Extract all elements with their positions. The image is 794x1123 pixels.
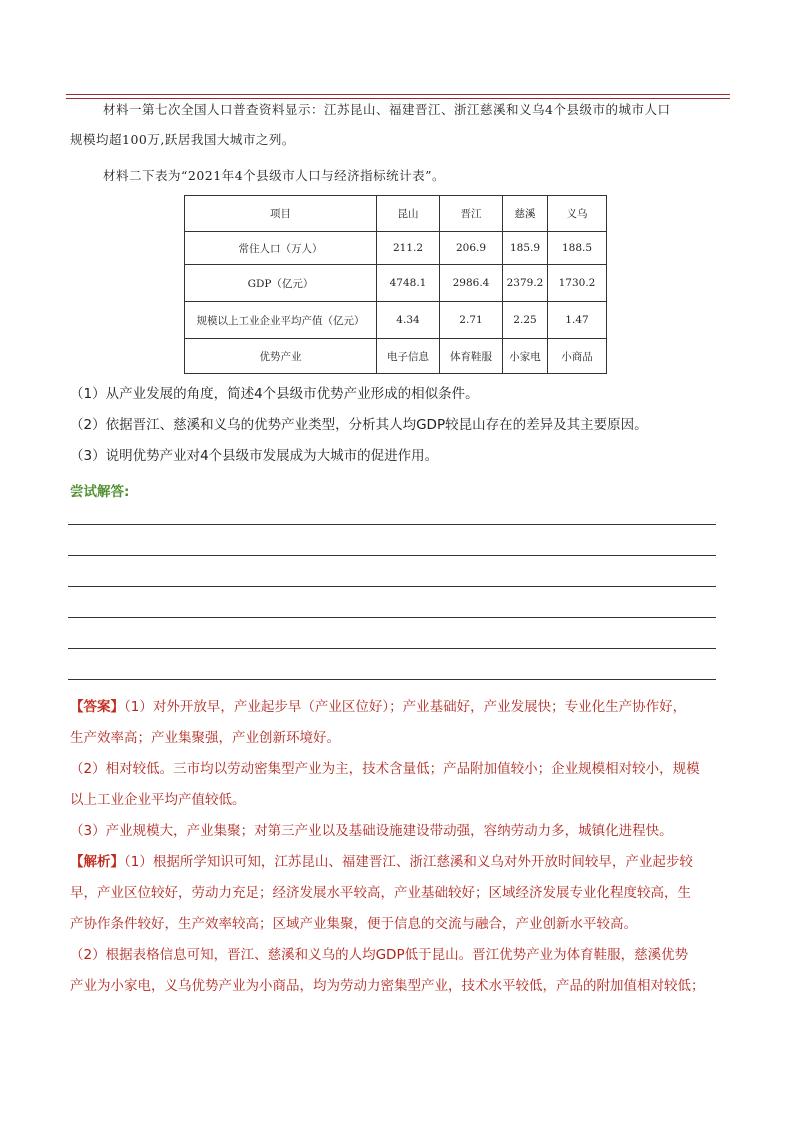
analysis-line-5: 产业为小家电，义乌优势产业为小商品，均为劳动力密集型产业，技术水平较低，产品的附加值相对较低； [70, 978, 705, 994]
answer-line [68, 617, 716, 618]
material2-intro: 材料二下表为“2021年4个县级市人口与经济指标统计表”。 [103, 168, 446, 183]
table-cell: 1.47 [548, 302, 607, 339]
answer-line [68, 586, 716, 587]
header-rule-thick [66, 94, 730, 95]
table-row [185, 265, 607, 302]
table-cell: 206.9 [440, 232, 503, 265]
table-cell: 体育鞋服 [440, 339, 503, 374]
answer-line [68, 648, 716, 649]
table-row [185, 339, 607, 374]
analysis-line-4: （2）根据表格信息可知，晋江、慈溪和义乌的人均GDP低于昆山。晋江优势产业为体育鞋服，慈溪优势 [70, 947, 689, 963]
table-header-cell: 项目 [185, 196, 377, 232]
table-header-cell: 慈溪 [503, 196, 548, 232]
table-header-cell: 昆山 [377, 196, 440, 232]
material1-line1: 材料一第七次全国人口普查资料显示：江苏昆山、福建晋江、浙江慈溪和义乌4个县级市的城市人口 [103, 102, 671, 117]
analysis-line-1 [70, 853, 693, 871]
question-1: （1）从产业发展的角度，简述4个县级市优势产业形成的相似条件。 [70, 386, 479, 402]
question-2: （2）依据晋江、慈溪和义乌的优势产业类型，分析其人均GDP较昆山存在的差异及其主要原因。 [70, 417, 648, 433]
table-cell: 2.25 [503, 302, 548, 339]
table-cell: 4.34 [377, 302, 440, 339]
answer-line [68, 679, 716, 680]
table-cell: 常住人口（万人） [185, 232, 377, 265]
header-rule-thin [66, 98, 730, 99]
try-answer-label: 尝试解答: [70, 484, 130, 500]
table-cell: 2986.4 [440, 265, 503, 302]
table-cell: 小家电 [503, 339, 548, 374]
table-cell: 188.5 [548, 232, 607, 265]
analysis-line-2: 早，产业区位较好，劳动力充足；经济发展水平较高，产业基础较好；区域经济发展专业化程度较高，生 [70, 885, 691, 901]
table-header-cell: 义乌 [548, 196, 607, 232]
material1-line2: 规模均超100万,跃居我国大城市之列。 [70, 132, 295, 147]
answer-line [68, 555, 716, 556]
table-cell: 2.71 [440, 302, 503, 339]
answer-line-1 [70, 698, 686, 716]
table-row [185, 302, 607, 339]
answer-line-2: 生产效率高；产业集聚强，产业创新环境好。 [70, 730, 340, 746]
table-cell: 电子信息 [377, 339, 440, 374]
question-3: （3）说明优势产业对4个县级市发展成为大城市的促进作用。 [70, 448, 439, 464]
table-header-row [185, 196, 607, 232]
answer-line-4: 以上工业企业平均产值较低。 [70, 792, 246, 808]
table-cell: 小商品 [548, 339, 607, 374]
table-cell: 211.2 [377, 232, 440, 265]
table-header-cell: 晋江 [440, 196, 503, 232]
answer-line-5: （3）产业规模大，产业集聚；对第三产业以及基础设施建设带动强，容纳劳动力多，城镇化进程快。 [70, 823, 673, 839]
table-cell: 2379.2 [503, 265, 548, 302]
answer-line-3: （2）相对较低。三市均以劳动密集型产业为主，技术含量低；产品附加值较小；企业规模相对较小，规模 [70, 761, 700, 777]
table-cell: GDP（亿元） [185, 265, 377, 302]
analysis-line-3: 产协作条件较好，生产效率较高；区域产业集聚，便于信息的交流与融合，产业创新水平较高。 [70, 916, 637, 932]
analysis-text: （1）根据所学知识可知，江苏昆山、福建晋江、浙江慈溪和义乌对外开放时间较早，产业起步较 [124, 854, 693, 870]
answer-line [68, 524, 716, 525]
analysis-tag: 【解析】 [70, 854, 124, 870]
table-cell: 185.9 [503, 232, 548, 265]
table-row [185, 232, 607, 265]
table-cell: 4748.1 [377, 265, 440, 302]
statistics-table [184, 195, 607, 374]
table-cell: 优势产业 [185, 339, 377, 374]
answer-tag: 【答案】 [70, 699, 124, 715]
table-cell: 1730.2 [548, 265, 607, 302]
answer-text: （1）对外开放早，产业起步早（产业区位好）；产业基础好，产业发展快；专业化生产协作好， [124, 699, 687, 715]
table-cell: 规模以上工业企业平均产值（亿元） [185, 302, 377, 339]
